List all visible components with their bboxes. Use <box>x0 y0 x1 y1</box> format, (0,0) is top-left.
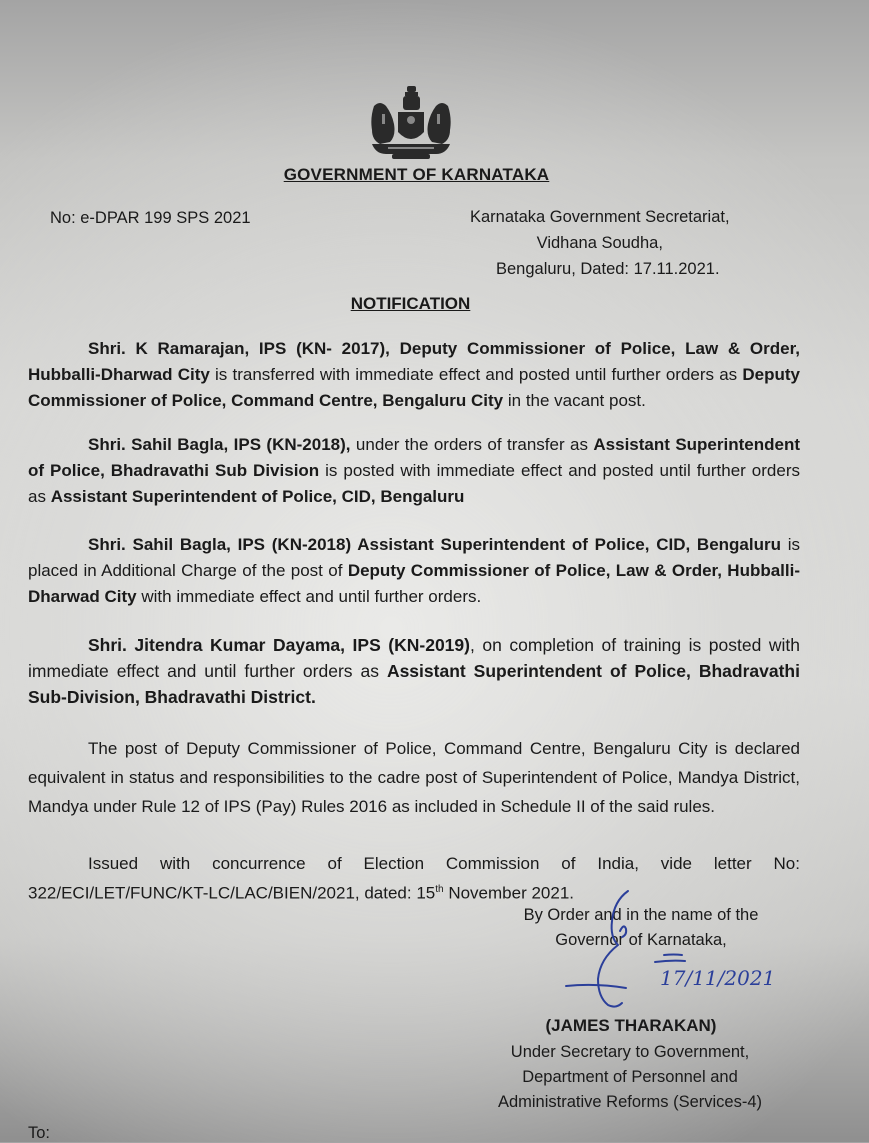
designation-line-2: Department of Personnel and <box>522 1068 738 1086</box>
p2-text-b: under the orders of transfer as <box>350 435 594 454</box>
p2-bold-c: Assistant Superintendent of Police, Bhadravathi Sub Division <box>28 435 800 480</box>
p4-bold-a: Shri. Jitendra Kumar Dayama, IPS (KN-2019) <box>88 635 470 655</box>
designation-line-3: Administrative Reforms (Services-4) <box>497 1093 763 1111</box>
signatory-designation <box>480 1040 780 1115</box>
p1-text-b: is transferred with immediate effect and posted until further orders as <box>209 365 743 384</box>
p3-bold-c: Deputy Commissioner of Police, Law & Order, Hubballi-Dharwad City <box>28 561 801 606</box>
paragraph-dayama-posting <box>28 632 800 710</box>
notification-heading-text: NOTIFICATION <box>350 294 471 313</box>
handwritten-date: 17/11/2021 <box>660 966 776 990</box>
address-line-2: Vidhana Soudha, <box>536 234 663 252</box>
p2-bold-e: Assistant Superintendent of Police, CID, Bengaluru <box>50 487 465 506</box>
paragraph-bagla-additional-charge <box>28 532 800 610</box>
p5-text: The post of Deputy Commissioner of Police, Command Centre, Bengaluru City is declared equivalent in status and responsibilities to the cadre post of Superintendent of Police, Mandya District, Mandya under Rule 12 of IPS (Pay) Rules 2016 as included in Schedule II of the said rules. <box>28 739 800 816</box>
government-title <box>0 165 869 185</box>
reference-number: No: e-DPAR 199 SPS 2021 <box>50 209 251 227</box>
signature-stroke-loop <box>598 891 628 1007</box>
p3-text-d: with immediate effect and until further orders. <box>136 587 482 606</box>
p4-bold-c: Assistant Superintendent of Police, Bhadravathi Sub-Division, Bhadravathi District. <box>28 661 800 707</box>
notification-heading <box>0 294 869 314</box>
signature-stroke-overline-2 <box>664 955 682 956</box>
paragraph-ramarajan-transfer <box>28 336 800 414</box>
paragraph-bagla-posting <box>28 432 800 510</box>
p1-bold-c: Deputy Commissioner of Police, Command Centre, Bengaluru City <box>28 365 800 410</box>
p6-text-b: November 2021. <box>443 883 574 903</box>
office-address <box>470 204 730 282</box>
p6-sup: th <box>435 884 444 895</box>
p1-text-d: in the vacant post. <box>503 391 646 410</box>
p3-text-b: is placed in Additional Charge of the post of <box>28 535 801 580</box>
p1-bold-a: Shri. K Ramarajan, IPS (KN- 2017), Deputy Commissioner of Police, Law & Order, Hubballi-Dharwad City <box>28 339 800 384</box>
signature-stroke-line <box>566 985 626 988</box>
p4-text-b: , on completion of training is posted with immediate effect and until further orders as <box>28 635 800 681</box>
p2-text-d: is posted with immediate effect and posted until further orders as <box>28 461 800 506</box>
signatory-name: (JAMES THARAKAN) <box>545 1016 717 1035</box>
signature-stroke-overline-1 <box>655 961 685 962</box>
address-line-3-date: Bengaluru, Dated: 17.11.2021. <box>496 260 720 278</box>
signature-stroke-initial <box>620 926 626 937</box>
government-title-text: GOVERNMENT OF KARNATAKA <box>283 165 550 184</box>
p3-bold-a: Shri. Sahil Bagla, IPS (KN-2018) Assistant Superintendent of Police, CID, Bengaluru <box>88 535 781 554</box>
handwritten-signature <box>560 885 820 1015</box>
authority-line-2: Governor of Karnataka, <box>555 931 727 949</box>
p6-text-a: Issued with concurrence of Election Commission of India, vide letter No: 322/ECI/LET/FUNC/KT-LC/LAC/BIEN/2021, dated: 15 <box>28 854 800 903</box>
paragraph-post-equivalence <box>28 734 800 821</box>
to-label: To: <box>28 1124 51 1142</box>
state-emblem-icon <box>368 84 454 166</box>
authority-line-1: By Order and in the name of the <box>523 906 759 924</box>
p2-bold-a: Shri. Sahil Bagla, IPS (KN-2018), <box>88 435 351 454</box>
designation-line-1: Under Secretary to Government, <box>510 1043 750 1061</box>
address-line-1: Karnataka Government Secretariat, <box>470 208 730 226</box>
